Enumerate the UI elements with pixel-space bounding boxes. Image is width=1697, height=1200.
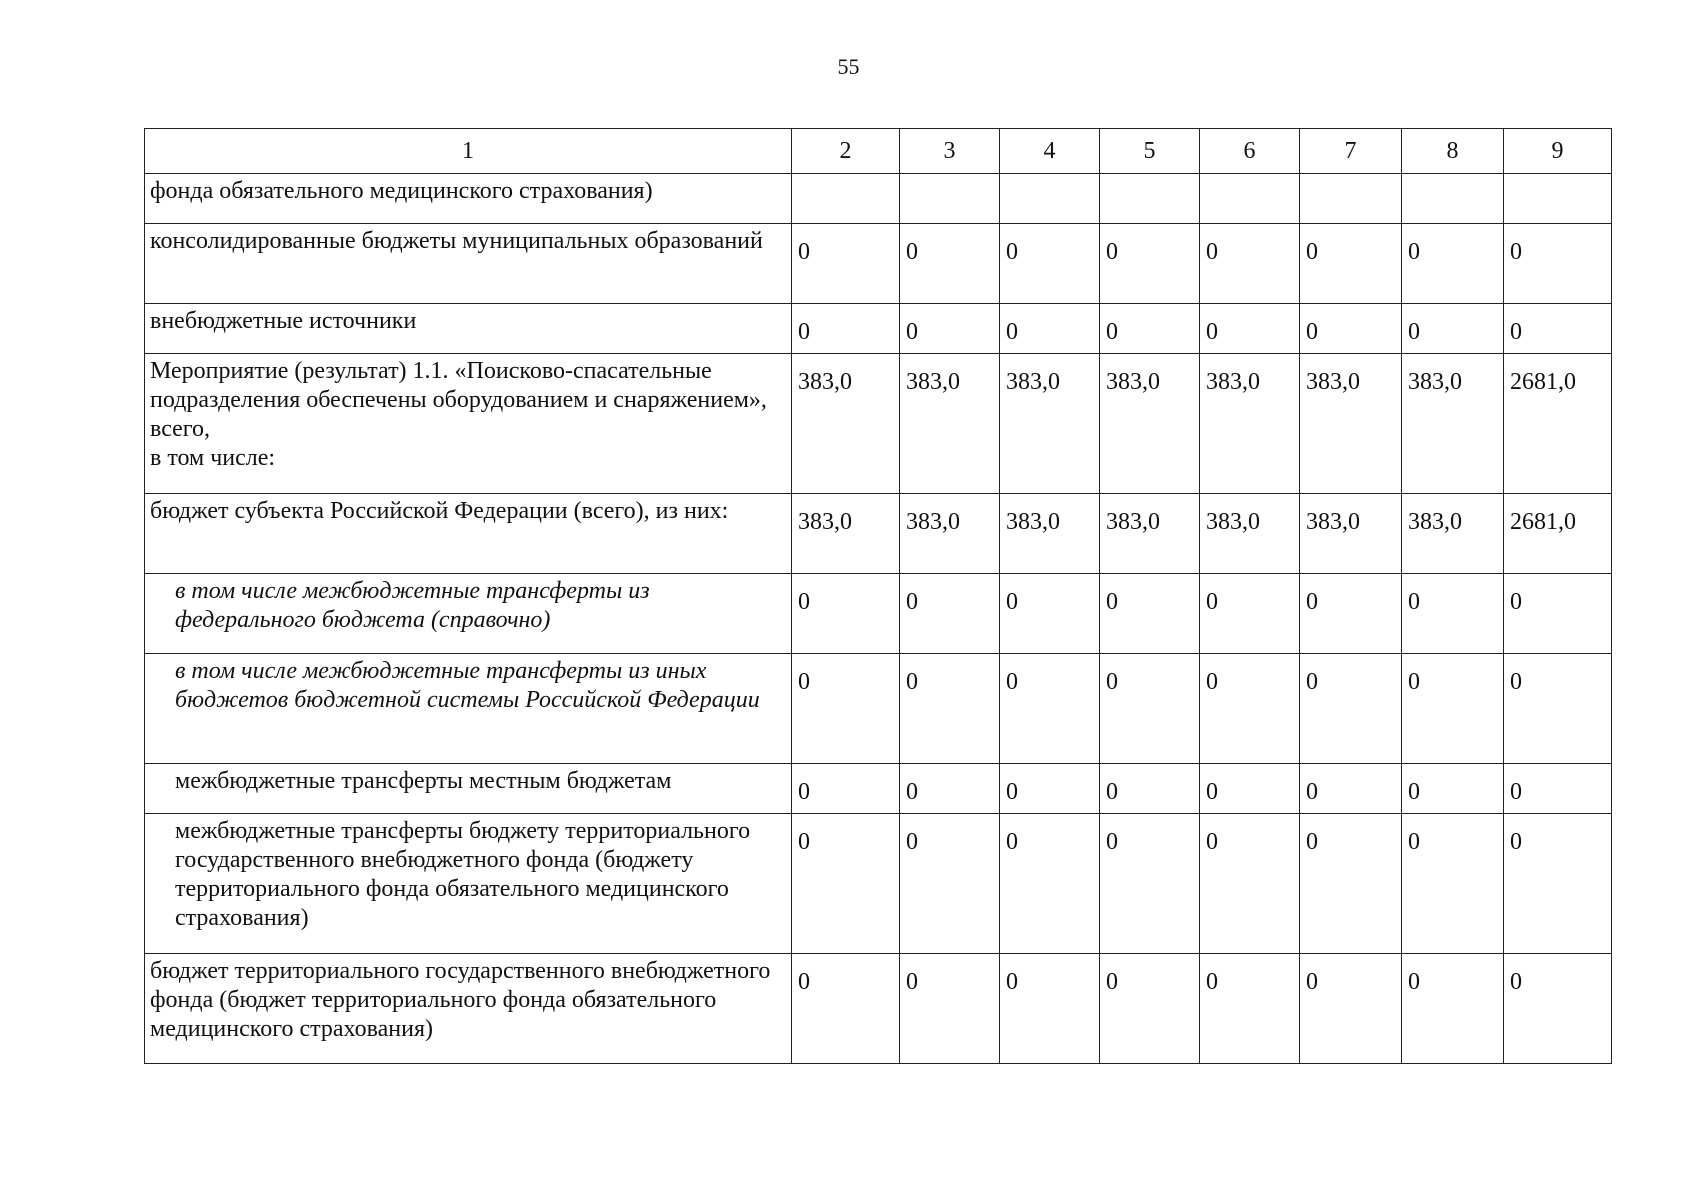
value-cell: 0: [900, 224, 1000, 304]
row-label: [145, 354, 792, 494]
value-cell: 0: [900, 764, 1000, 814]
value-cell: 0: [792, 764, 900, 814]
value-cell: 383,0: [792, 494, 900, 574]
value-cell: 0: [1000, 304, 1100, 354]
value-cell: 0: [1000, 764, 1100, 814]
header-cell: 9: [1504, 129, 1612, 174]
header-cell: 1: [145, 129, 792, 174]
header-row: [145, 129, 1612, 174]
value-cell: 0: [1100, 224, 1200, 304]
table-row: [145, 304, 1612, 354]
row-label: внебюджетные источники: [145, 304, 792, 354]
value-cell: 0: [1402, 654, 1504, 764]
value-cell: [1000, 174, 1100, 224]
value-cell: 0: [792, 954, 900, 1064]
value-cell: 0: [1100, 764, 1200, 814]
value-cell: 0: [900, 304, 1000, 354]
event-title: Мероприятие (результат) 1.1. «Поисково-спасательные подразделения обеспечены оборудованием и снаряжением», всего,: [150, 358, 767, 442]
value-cell: 0: [1200, 224, 1300, 304]
value-cell: 0: [1504, 304, 1612, 354]
table-row: [145, 654, 1612, 764]
table-row: [145, 224, 1612, 304]
value-cell: 0: [1504, 574, 1612, 654]
value-cell: 383,0: [900, 494, 1000, 574]
header-cell: 3: [900, 129, 1000, 174]
value-cell: 383,0: [792, 354, 900, 494]
value-cell: 0: [1300, 654, 1402, 764]
value-cell: [1504, 174, 1612, 224]
row-label: фонда обязательного медицинского страхования): [145, 174, 792, 224]
value-cell: 0: [1504, 814, 1612, 954]
value-cell: 0: [1504, 654, 1612, 764]
value-cell: 383,0: [1200, 494, 1300, 574]
row-label: межбюджетные трансферты местным бюджетам: [145, 764, 792, 814]
value-cell: 0: [1300, 814, 1402, 954]
value-cell: 383,0: [1402, 494, 1504, 574]
value-cell: 383,0: [1300, 354, 1402, 494]
value-cell: 0: [1504, 764, 1612, 814]
value-cell: 0: [792, 654, 900, 764]
value-cell: 383,0: [1100, 354, 1200, 494]
value-cell: 0: [1504, 224, 1612, 304]
value-cell: 383,0: [1000, 354, 1100, 494]
value-cell: 383,0: [1200, 354, 1300, 494]
row-label: в том числе межбюджетные трансферты из федерального бюджета (справочно): [145, 574, 792, 654]
value-cell: 0: [1200, 654, 1300, 764]
value-cell: 0: [1100, 574, 1200, 654]
value-cell: 0: [1000, 954, 1100, 1064]
value-cell: 0: [1402, 954, 1504, 1064]
value-cell: 0: [900, 954, 1000, 1064]
value-cell: 0: [1200, 764, 1300, 814]
value-cell: [792, 174, 900, 224]
value-cell: 0: [1100, 654, 1200, 764]
row-label: в том числе межбюджетные трансферты из иных бюджетов бюджетной системы Российской Федерации: [145, 654, 792, 764]
table-row: [145, 354, 1612, 494]
value-cell: 0: [900, 574, 1000, 654]
value-cell: [900, 174, 1000, 224]
value-cell: 0: [1200, 574, 1300, 654]
row-label: консолидированные бюджеты муниципальных образований: [145, 224, 792, 304]
header-cell: 2: [792, 129, 900, 174]
value-cell: 0: [1300, 574, 1402, 654]
value-cell: 383,0: [900, 354, 1000, 494]
table-row: [145, 174, 1612, 224]
value-cell: 0: [792, 224, 900, 304]
value-cell: 383,0: [1000, 494, 1100, 574]
table-row: [145, 814, 1612, 954]
value-cell: 0: [1300, 224, 1402, 304]
value-cell: 0: [1300, 764, 1402, 814]
header-cell: 6: [1200, 129, 1300, 174]
page-number: 55: [837, 54, 860, 79]
row-label: бюджет субъекта Российской Федерации (всего), из них:: [145, 494, 792, 574]
value-cell: [1100, 174, 1200, 224]
value-cell: 0: [1200, 814, 1300, 954]
value-cell: [1200, 174, 1300, 224]
value-cell: 0: [1100, 954, 1200, 1064]
budget-table: [144, 128, 1612, 1064]
row-label: бюджет территориального государственного внебюджетного фонда (бюджет территориального фонда обязательного медицинского страхования): [145, 954, 792, 1064]
table-row: [145, 574, 1612, 654]
value-cell: 0: [1000, 574, 1100, 654]
header-cell: 4: [1000, 129, 1100, 174]
value-cell: 2681,0: [1504, 354, 1612, 494]
header-cell: 8: [1402, 129, 1504, 174]
value-cell: 0: [900, 654, 1000, 764]
value-cell: 0: [1504, 954, 1612, 1064]
value-cell: 0: [1200, 954, 1300, 1064]
value-cell: 0: [1200, 304, 1300, 354]
row-label: межбюджетные трансферты бюджету территориального государственного внебюджетного фонда (бюджету территориального фонда обязательного медицинского страхования): [145, 814, 792, 954]
table-row: [145, 954, 1612, 1064]
value-cell: 0: [1000, 224, 1100, 304]
table-row: [145, 764, 1612, 814]
value-cell: [1402, 174, 1504, 224]
value-cell: 383,0: [1300, 494, 1402, 574]
header-cell: 5: [1100, 129, 1200, 174]
value-cell: 0: [1300, 304, 1402, 354]
value-cell: 0: [1100, 304, 1200, 354]
value-cell: 0: [792, 574, 900, 654]
value-cell: 0: [1402, 224, 1504, 304]
value-cell: [1300, 174, 1402, 224]
value-cell: 0: [1402, 764, 1504, 814]
value-cell: 2681,0: [1504, 494, 1612, 574]
value-cell: 0: [1402, 814, 1504, 954]
value-cell: 0: [1402, 574, 1504, 654]
value-cell: 0: [1402, 304, 1504, 354]
event-subtitle: в том числе:: [150, 445, 276, 471]
value-cell: 383,0: [1402, 354, 1504, 494]
value-cell: 0: [792, 814, 900, 954]
value-cell: 0: [1000, 814, 1100, 954]
value-cell: 0: [1100, 814, 1200, 954]
value-cell: 0: [900, 814, 1000, 954]
header-cell: 7: [1300, 129, 1402, 174]
value-cell: 383,0: [1100, 494, 1200, 574]
value-cell: 0: [1000, 654, 1100, 764]
value-cell: 0: [1300, 954, 1402, 1064]
table-row: [145, 494, 1612, 574]
value-cell: 0: [792, 304, 900, 354]
